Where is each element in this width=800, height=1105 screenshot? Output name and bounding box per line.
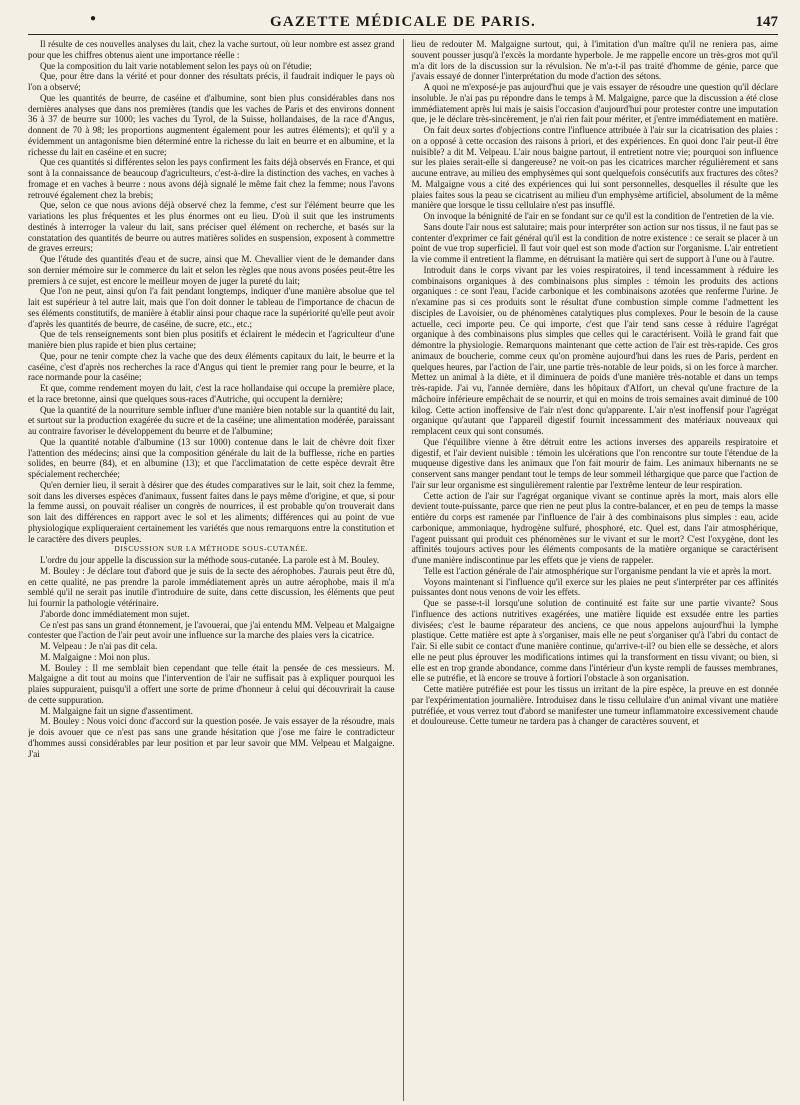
paragraph: Et que, comme rendement moyen du lait, c'est la race hollandaise qui occupe la première place, et la race bretonne, ainsi que quelques sous-races d'Autriche, qui occupent la dernière;	[28, 383, 395, 404]
paragraph: lieu de redouter M. Malgaigne surtout, qui, à l'imitation d'un maître qu'il ne reniera pas, aime souvent pousser jusqu'à l'excès la mordante hyperbole. Je me rappelle encore un très-gros mot qu'il m'a dit lors de la discussion sur la révulsion. Ne m'a-t-il pas traité d'homme de génie, parce que j'avais essayé de donner l'interprétation du mode d'action des sétons.	[411, 39, 778, 82]
text-columns	[28, 39, 778, 1101]
paragraph: Ce n'est pas sans un grand étonnement, je l'avouerai, que j'ai entendu MM. Velpeau et Malgaigne contester que l'action de l'air peut avoir une influence sur la marche des plaies vers la cicatrice.	[28, 619, 395, 641]
paragraph: M. Bouley : Je déclare tout d'abord que je suis de la secte des aérophobes. J'aurais peut être dû, en cette qualité, ne pas prendre la parole immédiatement après un autre aérophobe, mais il m'a semblé qu'il ne serait pas inutile d'introduire de suite, dans cette discussion, les éléments que peut lui fournir la pathologie vétérinaire.	[28, 565, 395, 608]
paragraph: A quoi ne m'exposé-je pas aujourd'hui que je vais essayer de résoudre une question qu'il déclare insoluble. Je n'ai pas pu répondre dans le temps à M. Malgaigne, parce que la discussion a été close immédiatement après lui mais je saisis l'occasion d'aujourd'hui pour protester contre une imputation que, je le déclare très-sincèrement, je n'ai rien fait pour mériter, et j'entre immédiatement en matière.	[411, 82, 778, 125]
paragraph: Que les quantités de beurre, de caséine et d'albumine, sont bien plus considérables dans nos dernières analyses que dans nos premières (tandis que les vaches de Paris et des environs donnent 36 à 37 de beurre sur 1000; les vaches du Tyrol, de la Suisse, hollandaises, de la race d'Angus, donnent de 70 à 98; les proportions augmentent également pour les autres éléments); et qu'il y a évidemment un antagonisme bien déterminé entre la richesse du lait en beurre et en albumine, et la richesse du lait en caséine et en sucre;	[28, 92, 395, 157]
section-title: DISCUSSION SUR LA MÉTHODE SOUS-CUTANÉE.	[114, 544, 309, 554]
paragraph: Cette matière putréfiée est pour les tissus un irritant de la pire espèce, la preuve en est donnée par l'expérimentation journalière. Introduisez dans le tissu cellulaire d'un animal vivant une matière putréfiée, et vous verrez tout d'abord se manifester une tumeur inflammatoire excessivement chaude et douloureuse. Cette tumeur ne tardera pas à changer de caractères souvent, et	[411, 684, 778, 727]
paragraph: Que se passe-t-il lorsqu'une solution de continuité est faite sur une partie vivante? Sous l'influence des actions nutritives exagérées, une matière liquide est exsudée entre les parties divisées; c'est le baume réparateur des anciens, ce que nous appelons aujourd'hui la lymphe plastique. Cette matière est apte à s'organiser, mais elle ne peut s'organiser qu'à l'abri du contact de l'air. Si elle subit ce contact d'une manière continue, qu'arrive-t-il? ou bien elle se dessèche, et alors elle ne peut plus éprouver les modifications intimes qui la transforment en tissu vivant; ou bien, si elle est en trop grande abondance, comme dans l'intérieur d'un kyste rempli de fausses membranes, elle se putréfie, et là encore se trouve à fortiori l'obstacle à son organisation.	[411, 598, 778, 684]
paragraph: L'ordre du jour appelle la discussion sur la méthode sous-cutanée. La parole est à M. Bouley.	[40, 555, 380, 565]
paragraph: Que la quantité notable d'albumine (13 sur 1000) contenue dans le lait de chèvre doit fixer l'attention des médecins; ainsi que la composition générale du lait de la bufflesse, riche en parties solides, en beurre (84), et en albumine (13); et que l'acclimatation de cette espèce devrait être spécialement recherchée;	[28, 436, 395, 479]
paragraph: Que la quantité de la nourriture semble influer d'une manière bien notable sur la quantité du lait, et surtout sur la production exagérée du sucre et de la caséine; une alimentation modérée, paraissant au contraire favoriser le développement du beurre et de l'albumine;	[28, 404, 395, 436]
paragraph: Que, pour être dans la vérité et pour donner des résultats précis, il faudrait indiquer le pays où l'on a observé;	[28, 71, 395, 92]
paragraph: On fait deux sortes d'objections contre l'influence attribuée à l'air sur la cicatrisation des plaies : on a opposé à cette occasion des raisons à priori, et des expériences. En quoi donc l'air peut-il être nuisible? a dit M. Velpeau. L'air nous baigne partout, il entretient notre vie; pourquoi son influence sur les plaies serait-elle si dangereuse? ne voit-on pas les cicatrices marcher régulièrement et sans aucune entrave, au milieu des emphysèmes qui sont quelquefois consécutifs aux fractures des côtes? M. Malgaigne vous a cité des expériences qui lui sont personnelles, desquelles il résulte que les plaies faites sous la peau se cicatrisent au milieu d'un emphysème artificiel, absolument de la même manière que lorsque le tissu cellulaire n'est pas insufflé.	[411, 125, 778, 211]
left-column	[28, 39, 403, 1101]
paragraph: M. Velpeau : Je n'ai pas dit cela.	[40, 641, 158, 651]
paragraph: Cette action de l'air sur l'agrégat organique vivant se continue après la mort, mais alors elle devient toute-puissante, parce que rien ne peut plus la contre-balancer, et en peu de temps la masse entière du corps est ramenée par l'influence de l'air à des combinaisons plus simples : eau, acide carbonique, ammoniaque, hydrogène sulfuré, phosphoré, etc. Quel est, dans l'air atmosphérique, l'agent puissant qui produit ces phénomènes sur le vivant et sur le mort? C'est l'oxygène, dont les affinités toujours actives pour les éléments composants de la matière organique se caractérisent d'une manière indiscontinue par les effets que je viens de rappeler.	[411, 490, 778, 565]
paragraph: Que l'étude des quantités d'eau et de sucre, ainsi que M. Chevallier vient de le demander dans son dernier mémoire sur le commerce du lait et selon les règles que nous avons posées peut-être les premiers à ce sujet, est encore le meilleur moyen de juger la pureté du lait;	[28, 254, 395, 286]
page-number: 147	[755, 14, 778, 30]
paragraph: J'aborde donc immédiatement mon sujet.	[40, 608, 190, 619]
paragraph: Introduit dans le corps vivant par les voies respiratoires, il tend incessamment à réduire les combinaisons organiques à des combinaisons plus simples : témoin les produits des actions organiques : ce sont l'eau, l'acide carbonique et les combinaisons azotées que renferme l'urine. Je n'examine pas si ces produits sont le résultat d'une combustion simple comme l'admettent les disciples de Lavoisier, ou de phénomènes catalytiques plus complexes. Pour le besoin de la cause actuelle, ceci importe peu. Ce qui importe, c'est que l'air tend sans cesse à réduire l'agrégat organique à des combinaisons plus simples que celles qui le caractérisent. Voilà le grand fait que démontre la physiologie. Remarquons maintenant que cette action de l'air est très-rapide. Ces gros animaux de boucherie, comme ceux qu'on promène aujourd'hui dans les rues de Paris, perdent en quelques heures, par l'action de l'air, une partie très-notable de leur poids, si on les force à marcher. Mettez un animal à la diète, et il diminuera de poids d'une manière très-notable et dans un temps très-rapide. J'ai vu, l'année dernière, dans les hôpitaux d'Alfort, un cheval qu'une fracture de la mâchoire inférieure empêchait de se nourrir, et qui en moins de trois semaines avait diminué de 100 kilog. Cette action inoffensive de l'air n'est donc qu'apparente. L'air n'est inoffensif pour l'agrégat organique qu'autant que l'appareil digestif fournit incessamment des matériaux nouveaux qui remplacent ceux qui sont consumés.	[411, 264, 778, 436]
right-column	[403, 39, 779, 1101]
paragraph: Que l'équilibre vienne à être détruit entre les actions inverses des appareils respiratoire et digestif, et l'air devient nuisible : témoin les ulcérations que l'on rencontre sur toute l'étendue de la muqueuse digestive dans les animaux que l'on fait mourir de faim. Les animaux hibernants ne se conservent sans manger pendant tout le temps de leur sommeil léthargique que parce que l'action de l'air sur leur organisme est singulièrement ralentie par l'extrême lenteur de leur respiration.	[411, 436, 778, 490]
paragraph: M. Malgaigne : Moi non plus.	[40, 651, 150, 662]
page-header	[28, 12, 778, 35]
paragraph: Que de tels renseignements sont bien plus positifs et éclairent le médecin et l'agriculteur d'une manière bien plus rapide et bien plus certaine;	[28, 329, 395, 350]
paragraph: M. Bouley : Il me semblait bien cependant que telle était la pensée de ces messieurs. M. Malgaigne a dit tout au moins que l'intervention de l'air ne suffisait pas à expliquer pourquoi les plaies suppuraient, puisqu'il a offert une sorte de prime d'honneur à celui qui découvrirait la cause de cette suppuration.	[28, 662, 395, 705]
paragraph: M. Malgaigne fait un signe d'assentiment.	[40, 705, 193, 716]
paragraph: Telle est l'action générale de l'air atmosphérique sur l'organisme pendant la vie et après la mort.	[423, 565, 772, 576]
header-bullet: ●	[90, 13, 97, 24]
paragraph: Sans doute l'air nous est salutaire; mais pour interpréter son action sur nos tissus, il ne faut pas se contenter d'exprimer ce fait général qu'il est la condition de notre existence : ce serait se placer à un point de vue trop superficiel. Il faut voir quel est son mode d'action sur l'organisme. L'air entretient la vie comme il entretient la flamme, en détruisant la matière qui sert de support à l'une ou à l'autre.	[411, 221, 778, 264]
paragraph: M. Bouley : Nous voici donc d'accord sur la question posée. Je vais essayer de la résoudre, mais je dois avouer que ce n'est pas sans une grande hésitation que j'ose me faire le contradicteur d'hommes aussi considérables par leur position et par leur savoir que MM. Velpeau et Malgaigne. J'ai	[28, 716, 395, 759]
paragraph: Que la composition du lait varie notablement selon les pays où on l'étudie;	[40, 60, 312, 71]
paragraph: Il résulte de ces nouvelles analyses du lait, chez la vache surtout, où leur nombre est assez grand pour que les chiffres obtenus aient une importance réelle :	[28, 39, 395, 60]
paragraph: On invoque la bénignité de l'air en se fondant sur ce qu'il est la condition de l'entretien de la vie.	[423, 211, 775, 221]
paragraph: Que ces quantités si différentes selon les pays confirment les faits déjà observés en France, et qui sont à la connaissance de beaucoup d'agriculteurs, c'est-à-dire la distinction des vaches, en vaches à fromage et en vaches à beurre : nous avons déjà signalé le même fait chez la femme; nous l'avons retrouvé également chez la brebis;	[28, 157, 395, 200]
paragraph: Qu'en dernier lieu, il serait à désirer que des études comparatives sur le lait, soit chez la femme, soit dans les diverses espèces d'animaux, fussent faites dans le pays même d'origine, et que, si pour la femme aussi, on pouvait réaliser un congrès de nourrices, il est probable qu'on trouverait dans son lait des différences en rapport avec le sol et les aliments; différences qui au point de vue physiologique expliqueraient certainement les variétés que nous remarquons entre la constitution et le caractère des divers peuples.	[28, 479, 395, 544]
paragraph: Que l'on ne peut, ainsi qu'on l'a fait pendant longtemps, indiquer d'une manière absolue que tel lait est supérieur à tel autre lait, mais que l'on doit donner le tableau de l'importance de chacun de ses éléments constitutifs, de manière à établir ainsi pour chaque race la supériorité qu'elle peut avoir d'après les quantités de beurre, de caséine, de sucre, etc., etc.;	[28, 286, 395, 329]
paragraph: Voyons maintenant si l'influence qu'il exerce sur les plaies ne peut s'interpréter par ces affinités puissantes dont nous venons de voir les effets.	[411, 576, 778, 598]
paragraph: Que, selon ce que nous avions déjà observé chez la femme, c'est sur l'élément beurre que les variations les plus fréquentes et les plus énormes ont eu lieu. D'où il suit que les instruments destinés à interroger la valeur du lait, sans préciser quel élément on recherche, et basés sur la constatation des quantités de beurre ou autres matières solides en suspension, exposent à commettre de graves erreurs;	[28, 200, 395, 254]
paragraph: Que, pour ne tenir compte chez la vache que des deux éléments capitaux du lait, le beurre et la caséine, c'est d'après nos recherches la race d'Angus qui tient le premier rang pour le beurre, et la race normande pour la caséine;	[28, 350, 395, 383]
journal-title: GAZETTE MÉDICALE DE PARIS.	[270, 14, 536, 30]
